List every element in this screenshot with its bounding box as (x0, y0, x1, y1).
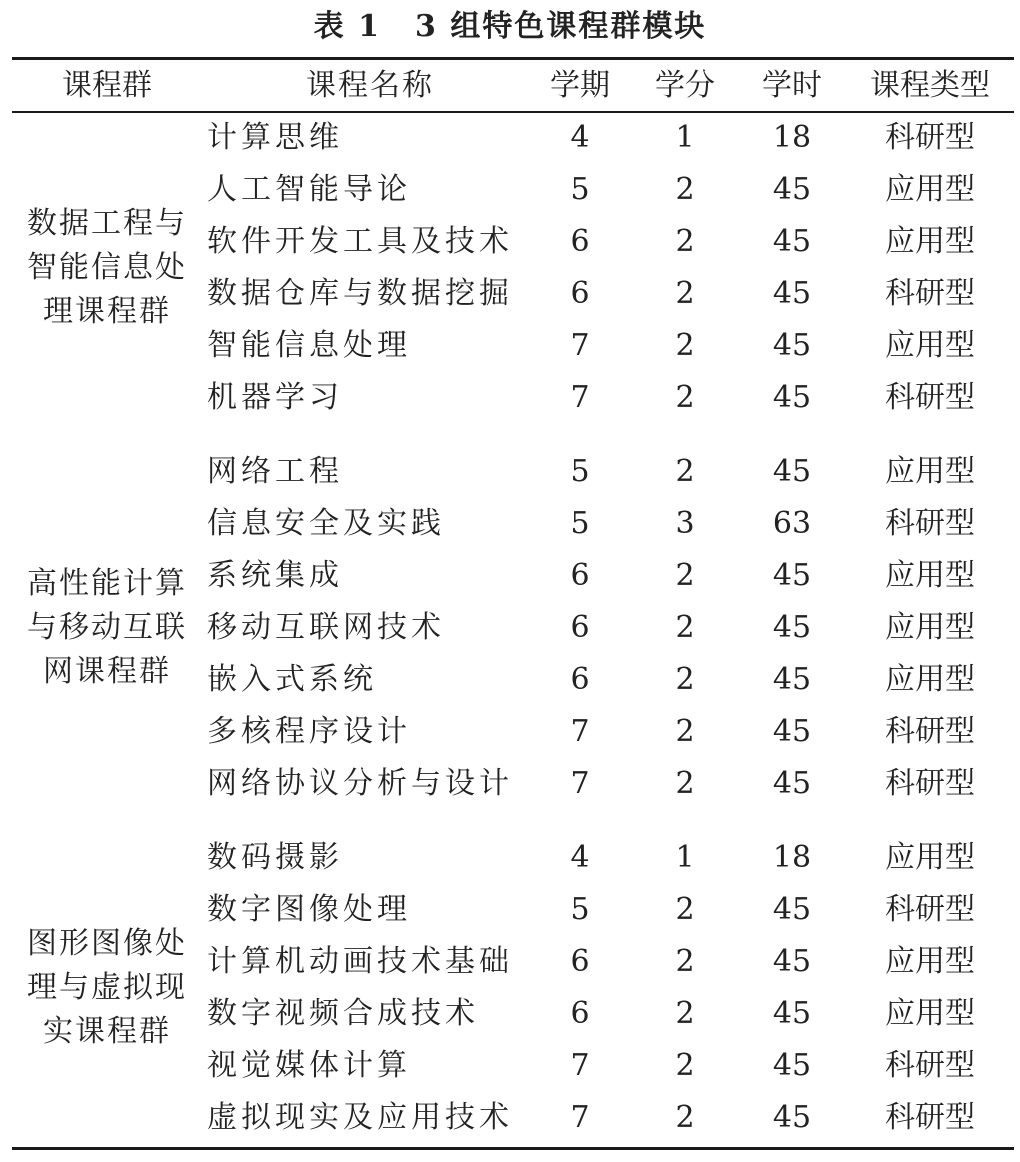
course-name-cell: 数据仓库与数据挖掘 (207, 276, 513, 311)
credit-cell: 2 (675, 1100, 695, 1135)
course-type-cell: 科研型 (885, 714, 975, 749)
term-cell: 7 (570, 1048, 590, 1083)
hours-cell: 45 (772, 1100, 812, 1135)
course-name-cell: 数码摄影 (207, 840, 343, 875)
term-cell: 7 (570, 328, 590, 363)
course-group-label-line: 理课程群 (43, 294, 171, 329)
credit-cell: 2 (675, 172, 695, 207)
course-name-cell: 机器学习 (207, 380, 343, 415)
term-cell: 6 (570, 610, 590, 645)
course-type-cell: 应用型 (885, 558, 975, 593)
course-name-cell: 多核程序设计 (207, 714, 411, 749)
header-credit: 学分 (655, 68, 715, 103)
course-group-label-line: 理与虚拟现 (27, 970, 187, 1005)
course-type-cell: 应用型 (885, 996, 975, 1031)
term-cell: 4 (570, 840, 590, 875)
hours-cell: 45 (772, 224, 812, 259)
bottom-rule (12, 1147, 1014, 1150)
hours-cell: 45 (772, 276, 812, 311)
course-group-label-line: 智能信息处 (27, 250, 187, 285)
course-name-cell: 计算思维 (207, 120, 343, 155)
header-course-name: 课程名称 (306, 68, 434, 103)
term-cell: 5 (570, 506, 590, 541)
course-group-label (12, 202, 202, 334)
course-type-cell: 科研型 (885, 506, 975, 541)
course-name-cell: 系统集成 (207, 558, 343, 593)
hours-cell: 45 (772, 944, 812, 979)
course-group-label-line: 与移动互联 (27, 610, 187, 645)
course-type-cell: 应用型 (885, 172, 975, 207)
credit-cell: 2 (675, 662, 695, 697)
course-group-label-line: 图形图像处 (27, 926, 187, 961)
course-type-cell: 应用型 (885, 610, 975, 645)
credit-cell: 2 (675, 892, 695, 927)
course-type-cell: 科研型 (885, 1100, 975, 1135)
course-name-cell: 虚拟现实及应用技术 (207, 1100, 513, 1135)
course-name-cell: 移动互联网技术 (207, 610, 445, 645)
hours-cell: 63 (772, 506, 812, 541)
credit-cell: 2 (675, 1048, 695, 1083)
credit-cell: 2 (675, 610, 695, 645)
course-type-cell: 科研型 (885, 380, 975, 415)
term-cell: 7 (570, 714, 590, 749)
credit-cell: 1 (675, 840, 695, 875)
course-name-cell: 信息安全及实践 (207, 506, 445, 541)
term-cell: 5 (570, 454, 590, 489)
course-type-cell: 应用型 (885, 224, 975, 259)
course-type-cell: 应用型 (885, 454, 975, 489)
course-type-cell: 应用型 (885, 662, 975, 697)
course-name-cell: 数字图像处理 (207, 892, 411, 927)
course-group-label-line: 网课程群 (43, 654, 171, 689)
header-course-type: 课程类型 (870, 68, 990, 103)
course-name-cell: 计算机动画技术基础 (207, 944, 513, 979)
hours-cell: 18 (772, 840, 812, 875)
credit-cell: 2 (675, 766, 695, 801)
hours-cell: 18 (772, 120, 812, 155)
credit-cell: 2 (675, 714, 695, 749)
course-group-label-line: 数据工程与 (27, 206, 187, 241)
credit-cell: 2 (675, 380, 695, 415)
course-group-label-line: 高性能计算 (27, 566, 187, 601)
hours-cell: 45 (772, 610, 812, 645)
hours-cell: 45 (772, 892, 812, 927)
credit-cell: 2 (675, 944, 695, 979)
course-name-cell: 智能信息处理 (207, 328, 411, 363)
header-term: 学期 (550, 68, 610, 103)
course-type-cell: 科研型 (885, 766, 975, 801)
hours-cell: 45 (772, 558, 812, 593)
term-cell: 6 (570, 558, 590, 593)
header-course-group: 课程群 (62, 68, 152, 103)
term-cell: 5 (570, 892, 590, 927)
credit-cell: 2 (675, 996, 695, 1031)
term-cell: 4 (570, 120, 590, 155)
hours-cell: 45 (772, 454, 812, 489)
course-group-label (12, 922, 202, 1054)
hours-cell: 45 (772, 380, 812, 415)
course-name-cell: 嵌入式系统 (207, 662, 377, 697)
course-name-cell: 数字视频合成技术 (207, 996, 479, 1031)
course-group-label (12, 562, 202, 694)
credit-cell: 2 (675, 276, 695, 311)
term-cell: 7 (570, 1100, 590, 1135)
hours-cell: 45 (772, 328, 812, 363)
course-type-cell: 科研型 (885, 120, 975, 155)
hours-cell: 45 (772, 172, 812, 207)
hours-cell: 45 (772, 766, 812, 801)
credit-cell: 1 (675, 120, 695, 155)
course-group-label-line: 实课程群 (43, 1014, 171, 1049)
term-cell: 6 (570, 662, 590, 697)
term-cell: 6 (570, 996, 590, 1031)
course-type-cell: 科研型 (885, 276, 975, 311)
hours-cell: 45 (772, 1048, 812, 1083)
table-caption (0, 4, 1020, 50)
term-cell: 6 (570, 944, 590, 979)
term-cell: 5 (570, 172, 590, 207)
header-hours: 学时 (762, 68, 822, 103)
credit-cell: 3 (675, 506, 695, 541)
course-name-cell: 人工智能导论 (207, 172, 411, 207)
table-number: 表 1 (313, 9, 381, 44)
hours-cell: 45 (772, 662, 812, 697)
table-title: 3 组特色课程群模块 (415, 9, 707, 44)
course-type-cell: 科研型 (885, 892, 975, 927)
hours-cell: 45 (772, 714, 812, 749)
term-cell: 6 (570, 224, 590, 259)
term-cell: 7 (570, 380, 590, 415)
term-cell: 6 (570, 276, 590, 311)
course-name-cell: 视觉媒体计算 (207, 1048, 411, 1083)
credit-cell: 2 (675, 558, 695, 593)
course-type-cell: 科研型 (885, 1048, 975, 1083)
credit-cell: 2 (675, 454, 695, 489)
course-name-cell: 网络协议分析与设计 (207, 766, 513, 801)
credit-cell: 2 (675, 224, 695, 259)
course-type-cell: 应用型 (885, 328, 975, 363)
course-type-cell: 应用型 (885, 944, 975, 979)
hours-cell: 45 (772, 996, 812, 1031)
credit-cell: 2 (675, 328, 695, 363)
course-name-cell: 网络工程 (207, 454, 343, 489)
course-name-cell: 软件开发工具及技术 (207, 224, 513, 259)
course-type-cell: 应用型 (885, 840, 975, 875)
term-cell: 7 (570, 766, 590, 801)
